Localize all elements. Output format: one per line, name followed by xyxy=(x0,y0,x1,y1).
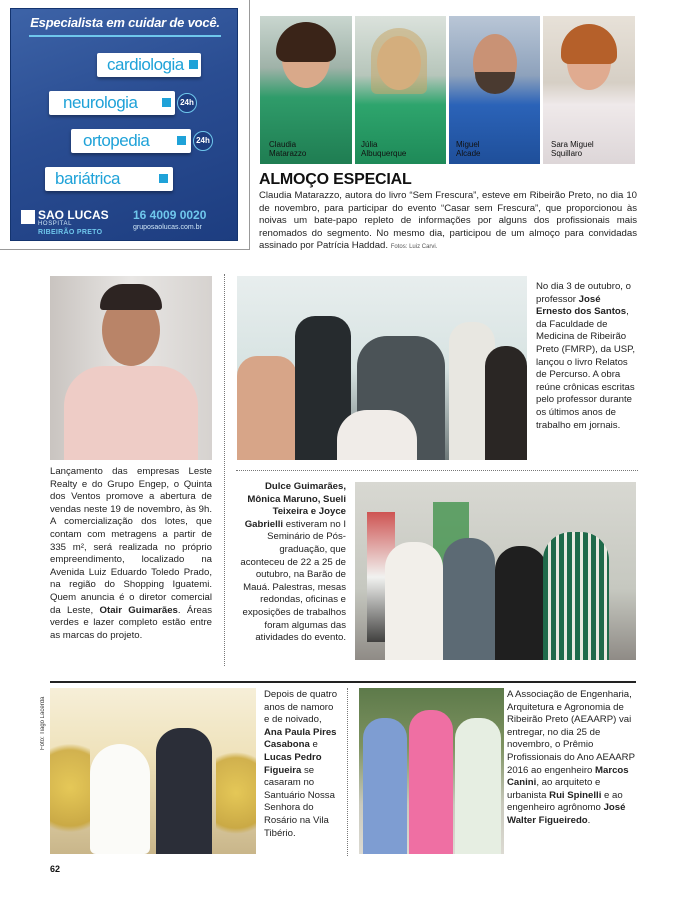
article-aeaarp-mid-2: e ao engenheiro agrônomo xyxy=(507,789,623,814)
person-shape xyxy=(237,356,297,460)
article-livro-text xyxy=(536,281,638,432)
cross-icon xyxy=(162,98,171,107)
article-aeaarp-name-3: José Walter Figueiredo xyxy=(507,802,626,826)
shirt-shape xyxy=(64,366,198,460)
photo-book-launch xyxy=(237,276,527,460)
article-leste-body: Lançamento das empresas Leste Realty e do Grupo Engep, o Quinta dos Ventos promove a abertura de vendas neste 19 de novembro, às 9h. A comercialização dos lotes, que contam com metragens a partir de 335 m², será realizada no próprio empreendimento, localizado na Avenida Luiz Eduardo Toledo Prado, na região do Shopping Iguatemi. Quem anuncia é o diretor comercial da Leste, xyxy=(50,466,212,616)
person-seated-shape xyxy=(337,410,417,460)
ad-specialty-label: ortopedia xyxy=(83,131,150,150)
page-number: 62 xyxy=(50,864,61,874)
photo-wedding xyxy=(50,688,256,854)
hair-shape xyxy=(371,28,427,94)
hair-shape xyxy=(100,284,162,310)
ad-brand-city: RIBEIRÃO PRETO xyxy=(38,229,103,236)
article-almoco-text xyxy=(259,190,637,254)
caption-name-claudia: Claudia Matarazzo xyxy=(269,140,307,158)
photo-seminario xyxy=(355,482,636,660)
person-shape xyxy=(455,718,501,854)
caption-name-sara: Sara Miguel Squillaro xyxy=(551,140,594,158)
article-leste-text xyxy=(50,466,212,642)
ad-24h-badge: 24h xyxy=(177,93,197,113)
cross-icon xyxy=(159,174,168,183)
hair-shape xyxy=(276,22,336,62)
caption-name-miguel: Miguel Alcade xyxy=(456,140,481,158)
person-shape xyxy=(443,538,495,660)
ad-bottom-rule xyxy=(0,249,250,250)
caption-name-julia: Júlia Albuquerque xyxy=(361,140,407,158)
ad-24h-badge: 24h xyxy=(193,131,213,151)
hair-shape xyxy=(561,24,617,64)
article-livro-ending: , da Faculdade de Medicina de Ribeirão Preto (FMRP), da USP, lançou o livro Relatos de Percurso. A obra reúne crônicas escritas pelo professor durante os últimos anos de trabalho em jornais. xyxy=(536,306,635,431)
cross-icon xyxy=(189,60,198,69)
ad-specialty-label: bariátrica xyxy=(55,169,120,188)
ad-brand-subtitle: HOSPITAL xyxy=(38,221,73,227)
article-casamento-and: e xyxy=(309,739,318,751)
person-shape xyxy=(495,546,547,660)
article-livro-name: José Ernesto dos Santos xyxy=(536,293,627,318)
column-divider xyxy=(224,274,225,666)
person-shape xyxy=(485,346,527,460)
groom-shape xyxy=(156,728,212,854)
cross-icon xyxy=(177,136,186,145)
bride-shape xyxy=(90,744,150,854)
hospital-logo-icon xyxy=(21,210,35,224)
article-aeaarp-name-1: Marcos Canini xyxy=(507,764,629,789)
row-divider xyxy=(236,470,638,471)
flowers-shape xyxy=(50,728,90,848)
ad-footer xyxy=(11,204,238,241)
ad-phone: 16 4009 0020 xyxy=(133,208,207,222)
hospital-advertisement[interactable] xyxy=(10,8,238,241)
person-shape xyxy=(363,718,407,854)
ad-specialty-ortopedia xyxy=(71,129,191,153)
section-rule xyxy=(50,681,636,683)
article-aeaarp-name-2: Rui Spinelli xyxy=(549,789,602,801)
ad-brand-name: SAO LUCAS xyxy=(38,208,109,222)
article-casamento-name-bride: Ana Paula Pires Casabona xyxy=(264,726,337,751)
person-shape xyxy=(409,710,453,854)
ad-tagline: Especialista em cuidar de você. xyxy=(30,15,220,30)
photo-aeaarp xyxy=(359,688,504,854)
article-casamento-text xyxy=(264,689,338,840)
article-seminario-names: Dulce Guimarães, Mônica Maruno, Sueli Teixeira e Joyce Gabrielli xyxy=(244,481,346,530)
column-divider xyxy=(347,688,348,856)
article-aeaarp-ending: . xyxy=(587,814,591,826)
ad-specialty-cardiologia xyxy=(97,53,201,77)
ad-specialty-label: neurologia xyxy=(63,93,138,112)
ad-right-rule xyxy=(249,0,250,250)
ad-specialty-bariatrica xyxy=(45,167,173,191)
person-shape xyxy=(385,542,443,660)
beard-shape xyxy=(475,72,515,94)
photo-credit-almoco: Fotos: Luiz Carvi. xyxy=(390,244,438,251)
person-shape xyxy=(543,532,609,660)
section-title-almoco: ALMOÇO ESPECIAL xyxy=(259,171,412,188)
article-casamento-name-groom: Lucas Pedro Figueira xyxy=(264,751,322,776)
ad-specialty-label: cardiologia xyxy=(107,55,184,74)
article-almoco-body: Claudia Matarazzo, autora do livro “Sem Frescura”, esteve em Ribeirão Preto, no dia 10 de novembro, para participar do evento “Casar sem Frescura”, que proporcionou às noivas um bate-papo repleto de informações por alguns dos profissionais mais renomados do segmento. No mesmo dia, participou de um almoço para convidadas assinado por Patrícia Haddad. xyxy=(259,190,637,252)
article-aeaarp-body: A Associação de Engenharia, Arquitetura e Agronomia de Ribeirão Preto (AEAARP) vai entregar, no dia 25 de novembro, o Prêmio Profissionais do Ano AEAARP 2016 ao engenheiro xyxy=(507,689,635,776)
photo-credit-casamento: Foto: Tiago Lacerda xyxy=(40,696,46,750)
article-leste-ending: . Áreas verdes e lazer completo estão entre as marcas do projeto. xyxy=(50,604,212,641)
article-aeaarp-text xyxy=(507,689,639,828)
ad-website[interactable]: gruposaolucas.com.br xyxy=(133,224,202,231)
article-leste-name: Otair Guimarães xyxy=(99,604,178,616)
article-seminario-text xyxy=(236,481,346,645)
article-casamento-body: Depois de quatro anos de namoro e de noivado, xyxy=(264,689,338,726)
article-livro-body: No dia 3 de outubro, o professor xyxy=(536,281,631,305)
article-seminario-body: estiveram no I Seminário de Pós-graduação, que aconteceu de 22 a 25 de outubro, na Barão de Mauá. Palestras, mesas redondas, oficinas e exposições de trabalhos foram algumas das atividades do evento. xyxy=(240,518,346,644)
photo-otair-guimaraes xyxy=(50,276,212,460)
article-casamento-ending: se casaram no Santuário Nossa Senhora do Rosário na Vila Tibério. xyxy=(264,764,335,839)
article-aeaarp-mid-1: , ao arquiteto e urbanista xyxy=(507,777,601,801)
ad-specialty-neurologia xyxy=(49,91,175,115)
ad-tagline-underline xyxy=(29,35,221,37)
flowers-shape xyxy=(216,738,256,848)
